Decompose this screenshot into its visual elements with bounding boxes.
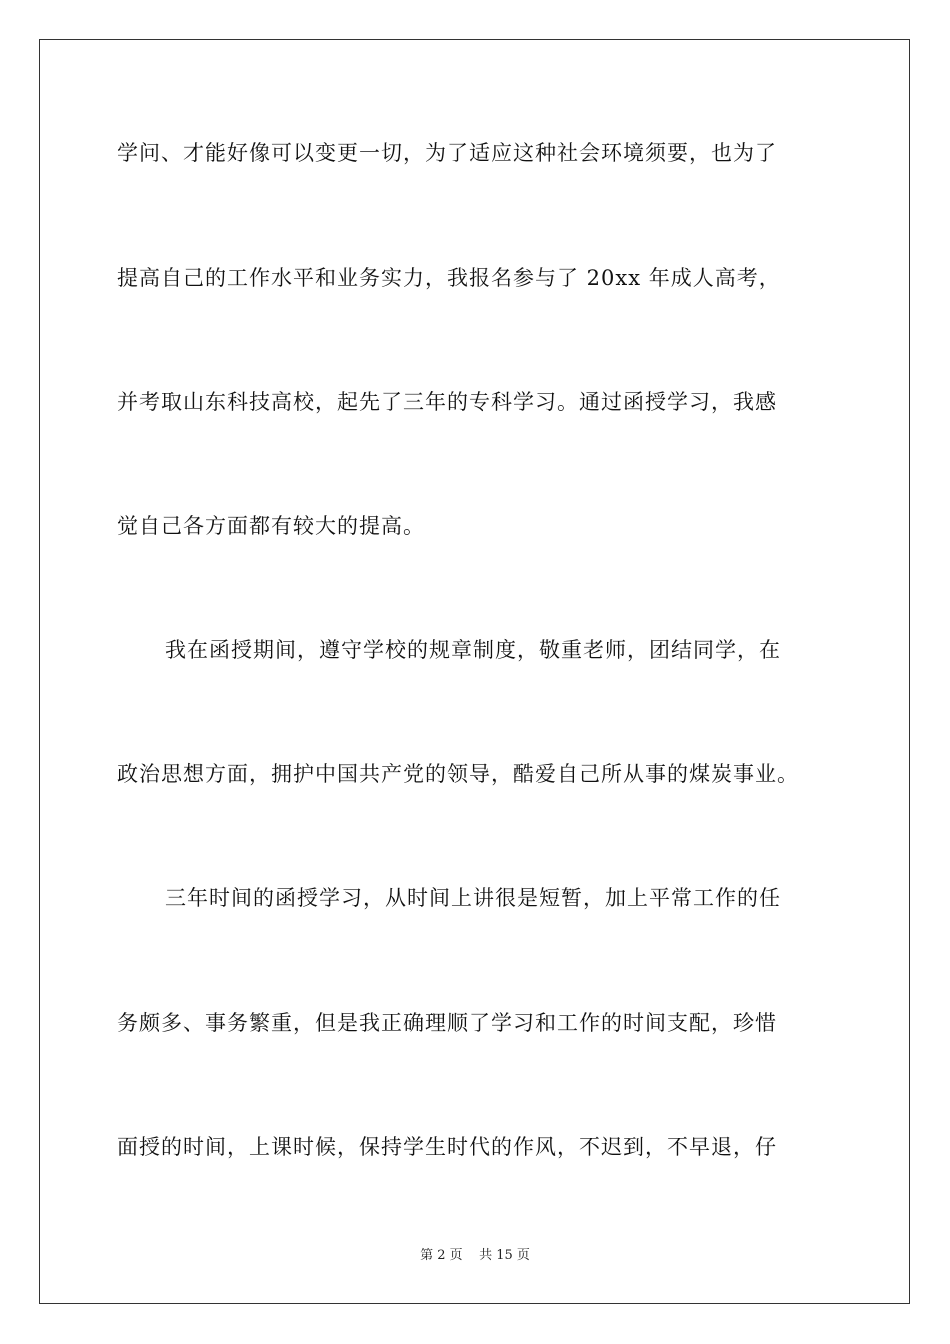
text-line-3: 并考取山东科技高校，起先了三年的专科学习。通过函授学习，我感 [117, 390, 777, 414]
text-line-1: 学问、才能好像可以变更一切，为了适应这种社会环境须要，也为了 [117, 141, 777, 165]
text-line-4: 觉自己各方面都有较大的提高。 [117, 514, 425, 538]
page-footer: 第 2 页 共 15 页 [420, 1248, 530, 1263]
text-line-2: 提高自己的工作水平和业务实力，我报名参与了 20xx 年成人高考， [117, 266, 781, 290]
text-line-8: 务颇多、事务繁重，但是我正确理顺了学习和工作的时间支配，珍惜 [117, 1011, 777, 1035]
text-line-7: 三年时间的函授学习，从时间上讲很是短暂，加上平常工作的任 [165, 886, 781, 910]
text-line-6: 政治思想方面，拥护中国共产党的领导，酷爱自己所从事的煤炭事业。 [117, 762, 799, 786]
text-line-5: 我在函授期间，遵守学校的规章制度，敬重老师，团结同学，在 [165, 638, 781, 662]
text-line-9: 面授的时间，上课时候，保持学生时代的作风，不迟到，不早退，仔 [117, 1135, 777, 1159]
page-frame [39, 39, 910, 1304]
